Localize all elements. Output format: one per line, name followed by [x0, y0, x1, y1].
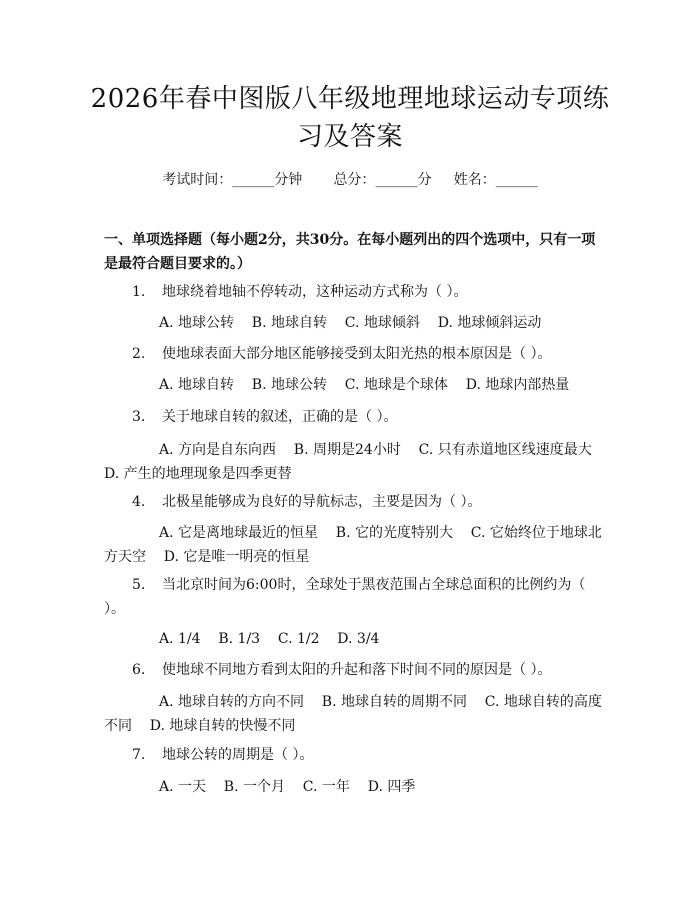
question-number: 2.: [132, 346, 146, 362]
time-blank[interactable]: ______: [232, 172, 275, 188]
question-stem: [104, 573, 604, 621]
section-heading: 一、单项选择题（每小题2分，共30分。在每小题列出的四个选项中，只有一项是最符合题目要求的。）: [104, 232, 596, 272]
question-stem: [104, 658, 604, 682]
question-number: 6.: [132, 662, 146, 678]
score-blank[interactable]: ______: [375, 172, 418, 188]
question-options: A. 它是离地球最近的恒星 B. 它的光度特别大 C. 它始终位于地球北方天空 D. 它是唯一明亮的恒星: [104, 525, 602, 565]
question-stem: [104, 280, 604, 304]
question-stem: [104, 743, 604, 767]
question-options: A. 一天 B. 一个月 C. 一年 D. 四季: [159, 779, 416, 795]
question-stem: [104, 405, 604, 429]
question-number: 1.: [132, 284, 146, 300]
question-options: A. 方向是自东向西 B. 周期是24小时 C. 只有赤道地区线速度最大 D. 产生的地理现象是四季更替: [104, 442, 610, 482]
time-label: 考试时间：: [162, 172, 233, 188]
question-options: A. 地球公转 B. 地球自转 C. 地球倾斜 D. 地球倾斜运动: [159, 315, 542, 331]
question-number: 4.: [132, 494, 146, 510]
time-unit: 分钟: [274, 172, 303, 188]
question-stem: [104, 490, 604, 514]
score-label: 总分：: [333, 172, 376, 188]
question-text: 北极星能够成为良好的导航标志，主要是因为（ ）。: [162, 494, 482, 510]
question-text: 地球公转的周期是（ ）。: [162, 747, 314, 763]
question-stem: [104, 342, 604, 366]
question-text: 使地球不同地方看到太阳的升起和落下时间不同的原因是（ ）。: [162, 662, 552, 678]
question-text: 关于地球自转的叙述，正确的是（ ）。: [162, 409, 398, 425]
question-number: 7.: [132, 747, 146, 763]
question-options: A. 地球自转的方向不同 B. 地球自转的周期不同 C. 地球自转的高度不同 D. 地球自转的快慢不同: [104, 694, 602, 734]
question-text: 当北京时间为6:00时，全球处于黑夜范围占全球总面积的比例约为（ ）。: [104, 577, 586, 617]
question-number: 5.: [132, 577, 146, 593]
document-title: 2026年春中图版八年级地理地球运动专项练习及答案: [90, 84, 610, 152]
exam-meta: [0, 170, 700, 190]
name-blank[interactable]: ______: [495, 172, 538, 188]
question-text: 使地球表面大部分地区能够接受到太阳光热的根本原因是（ ）。: [162, 346, 552, 362]
question-options: A. 地球自转 B. 地球公转 C. 地球是个球体 D. 地球内部热量: [159, 377, 570, 393]
name-label: 姓名：: [453, 172, 496, 188]
question-number: 3.: [132, 409, 146, 425]
question-text: 地球绕着地轴不停转动，这种运动方式称为（ ）。: [162, 284, 468, 300]
question-options: A. 1/4 B. 1/3 C. 1/2 D. 3/4: [159, 631, 380, 647]
score-unit: 分: [417, 172, 432, 188]
